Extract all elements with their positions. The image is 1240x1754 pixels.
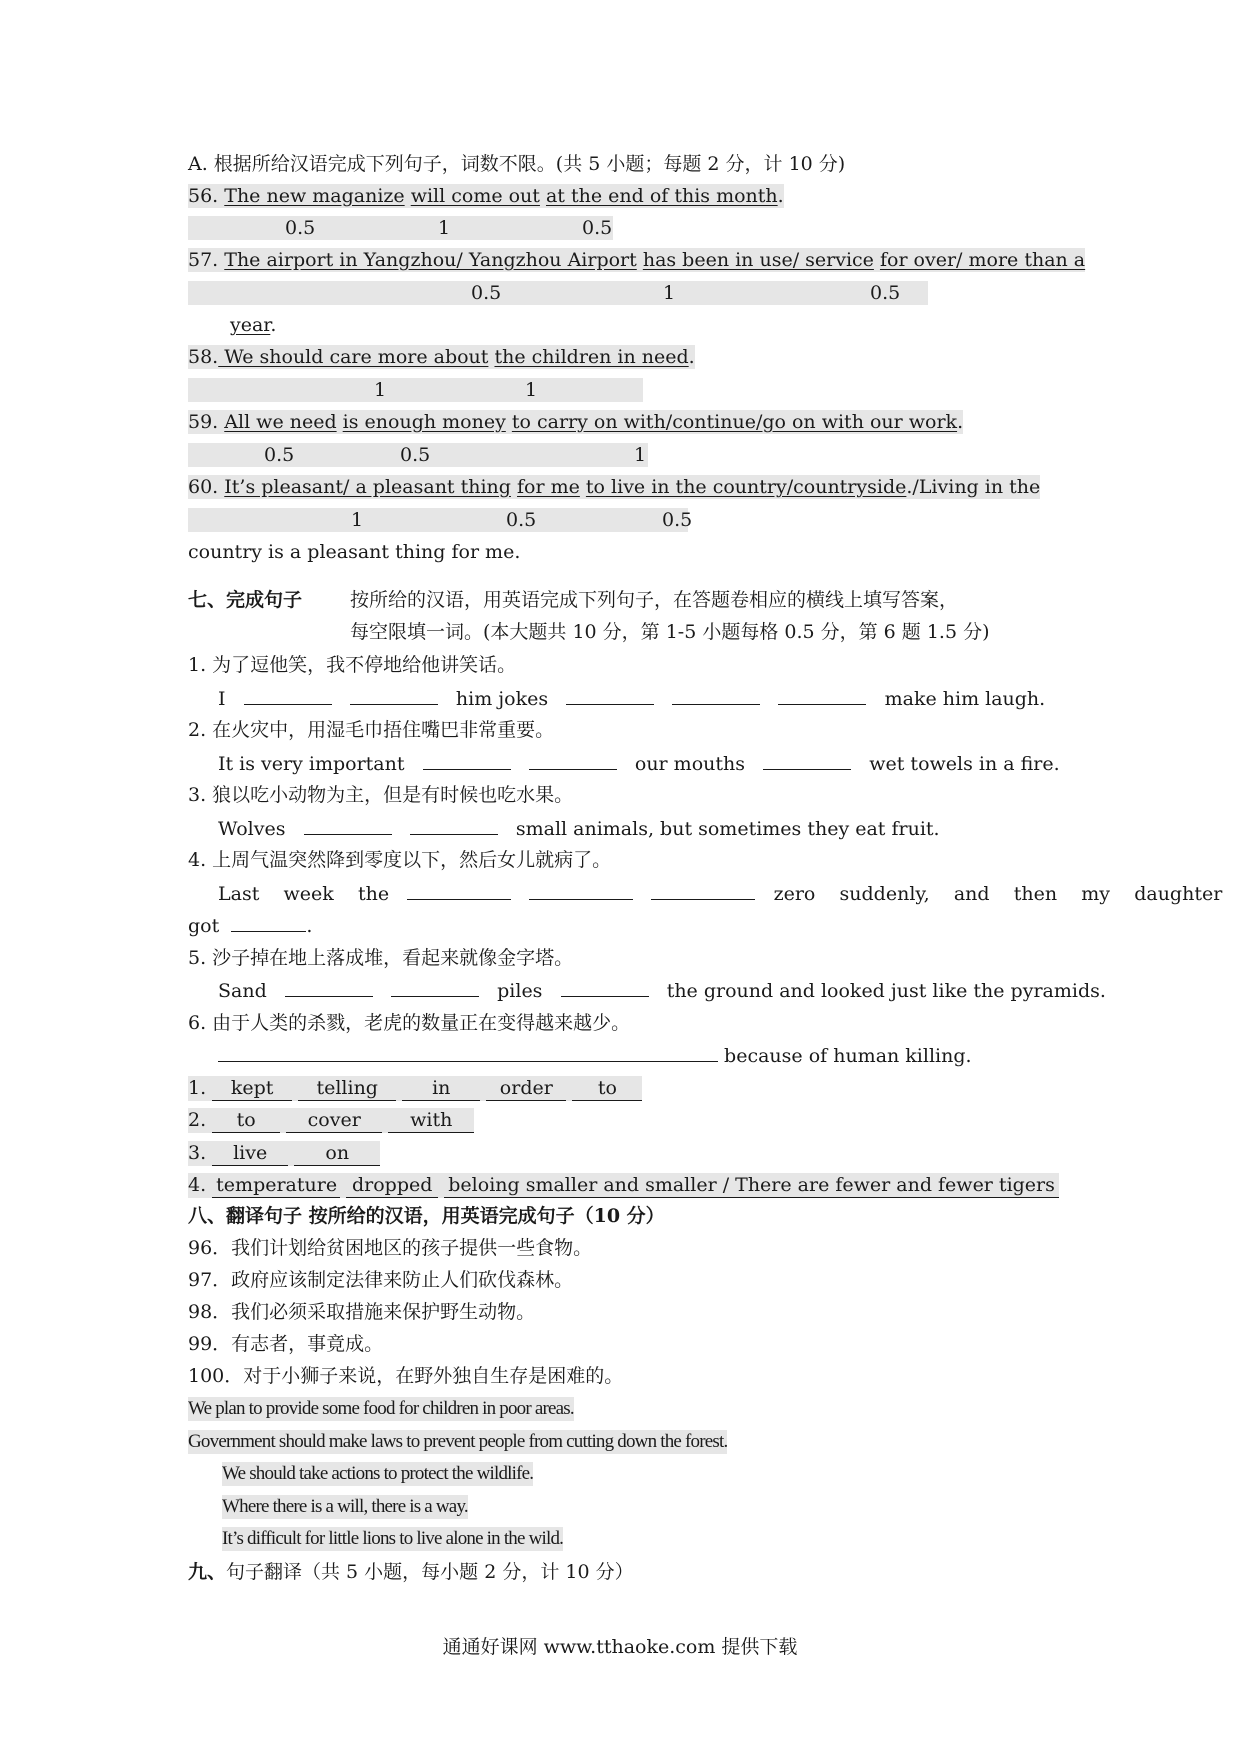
- score: 0.5: [870, 282, 901, 304]
- q60-answer: 60. It’s pleasant/ a pleasant thing for me to live in the country/countryside./Living in the: [188, 476, 1041, 498]
- section7-instructions: 按所给的汉语，用英语完成下列句子，在答题卷相应的横线上填写答案，: [350, 589, 959, 611]
- page-footer: 通通好课网 www.tthaoke.com 提供下载: [442, 1636, 798, 1658]
- score: 1: [634, 444, 647, 466]
- s7-q5-sentence: Sand piles the ground and looked just like the pyramids.: [218, 980, 1106, 1002]
- score: 1: [525, 379, 538, 401]
- s7-answer-3: 3. live on: [188, 1141, 380, 1166]
- q58-answer: 58. We should care more about the children in need.: [188, 346, 695, 368]
- q60-scores: [188, 508, 688, 532]
- s7-q1-sentence: I him jokes make him laugh.: [218, 688, 1046, 710]
- s8-question-99: 99．有志者，事竟成。: [188, 1333, 384, 1355]
- q57-answer: 57. The airport in Yangzhou/ Yangzhou Airport has been in use/ service for over/ more than a: [188, 249, 1086, 271]
- score: 1: [438, 217, 451, 239]
- score: 1: [374, 379, 387, 401]
- s7-q3-chinese: 3. 狼以吃小动物为主，但是有时候也吃水果。: [188, 784, 574, 806]
- q58-scores: [188, 378, 643, 402]
- s7-q4-sentence: Last week the zero suddenly, and then my daughter: [218, 883, 1223, 905]
- q59-answer: 59. All we need is enough money to carry on with/continue/go on with our work.: [188, 411, 964, 433]
- score: 0.5: [582, 217, 613, 239]
- s7-answer-1: 1. kept telling in order to: [188, 1076, 642, 1101]
- s7-q3-sentence: Wolves small animals, but sometimes they eat fruit.: [218, 818, 940, 840]
- score: 0.5: [471, 282, 502, 304]
- s8-answer-97: Government should make laws to prevent people from cutting down the forest.: [188, 1431, 728, 1452]
- s8-question-97: 97．政府应该制定法律来防止人们砍伐森林。: [188, 1269, 574, 1291]
- score: 0.5: [264, 444, 295, 466]
- score: 0.5: [400, 444, 431, 466]
- s8-question-98: 98．我们必须采取措施来保护野生动物。: [188, 1301, 536, 1323]
- score: 0.5: [506, 509, 537, 531]
- part-a-header: A. 根据所给汉语完成下列句子，词数不限。(共 5 小题；每题 2 分，计 10 分): [188, 153, 846, 175]
- section7-instructions: 每空限填一词。(本大题共 10 分，第 1-5 小题每格 0.5 分，第 6 题 1.5 分): [350, 621, 990, 643]
- q57-continuation: year.: [230, 314, 277, 336]
- score: 1: [351, 509, 364, 531]
- s7-answer-2: 2. to cover with: [188, 1108, 474, 1133]
- s7-q4-chinese: 4. 上周气温突然降到零度以下，然后女儿就病了。: [188, 849, 612, 871]
- s8-answer-98: We should take actions to protect the wildlife.: [222, 1463, 534, 1484]
- s7-q2-chinese: 2. 在火灾中，用湿毛巾捂住嘴巴非常重要。: [188, 719, 555, 741]
- s7-answer-4: 4. temperature dropped beloing smaller and smaller / There are fewer and fewer tigers: [188, 1173, 1059, 1198]
- score: 0.5: [285, 217, 316, 239]
- s8-answer-96: We plan to provide some food for children in poor areas.: [188, 1398, 574, 1419]
- s7-q6-sentence: because of human killing.: [218, 1043, 972, 1068]
- s7-q2-sentence: It is very important our mouths wet towels in a fire.: [218, 753, 1060, 775]
- section9-title: 九、句子翻译（共 5 小题，每小题 2 分，计 10 分）: [188, 1561, 634, 1583]
- score: 0.5: [662, 509, 693, 531]
- q60-continuation: country is a pleasant thing for me.: [188, 541, 521, 563]
- section7-title: 七、完成句子: [188, 589, 303, 611]
- s7-q5-chinese: 5. 沙子掉在地上落成堆，看起来就像金字塔。: [188, 947, 574, 969]
- score: 1: [663, 282, 676, 304]
- s7-q1-chinese: 1. 为了逗他笑，我不停地给他讲笑话。: [188, 654, 517, 676]
- s8-answer-99: Where there is a will, there is a way.: [222, 1496, 468, 1517]
- s7-q6-chinese: 6. 由于人类的杀戮，老虎的数量正在变得越来越少。: [188, 1012, 631, 1034]
- section8-title: 八、翻译句子 按所给的汉语，用英语完成句子（10 分）: [188, 1205, 665, 1227]
- q56-scores: [188, 216, 613, 240]
- q57-scores: [188, 281, 928, 305]
- s8-question-96: 96．我们计划给贫困地区的孩子提供一些食物。: [188, 1237, 593, 1259]
- s8-question-100: 100．对于小狮子来说，在野外独自生存是困难的。: [188, 1365, 624, 1387]
- s7-q4-continuation: got .: [188, 915, 313, 937]
- q56-answer: 56. The new maganize will come out at the end of this month.: [188, 185, 784, 207]
- s8-answer-100: It’s difficult for little lions to live alone in the wild.: [222, 1528, 564, 1549]
